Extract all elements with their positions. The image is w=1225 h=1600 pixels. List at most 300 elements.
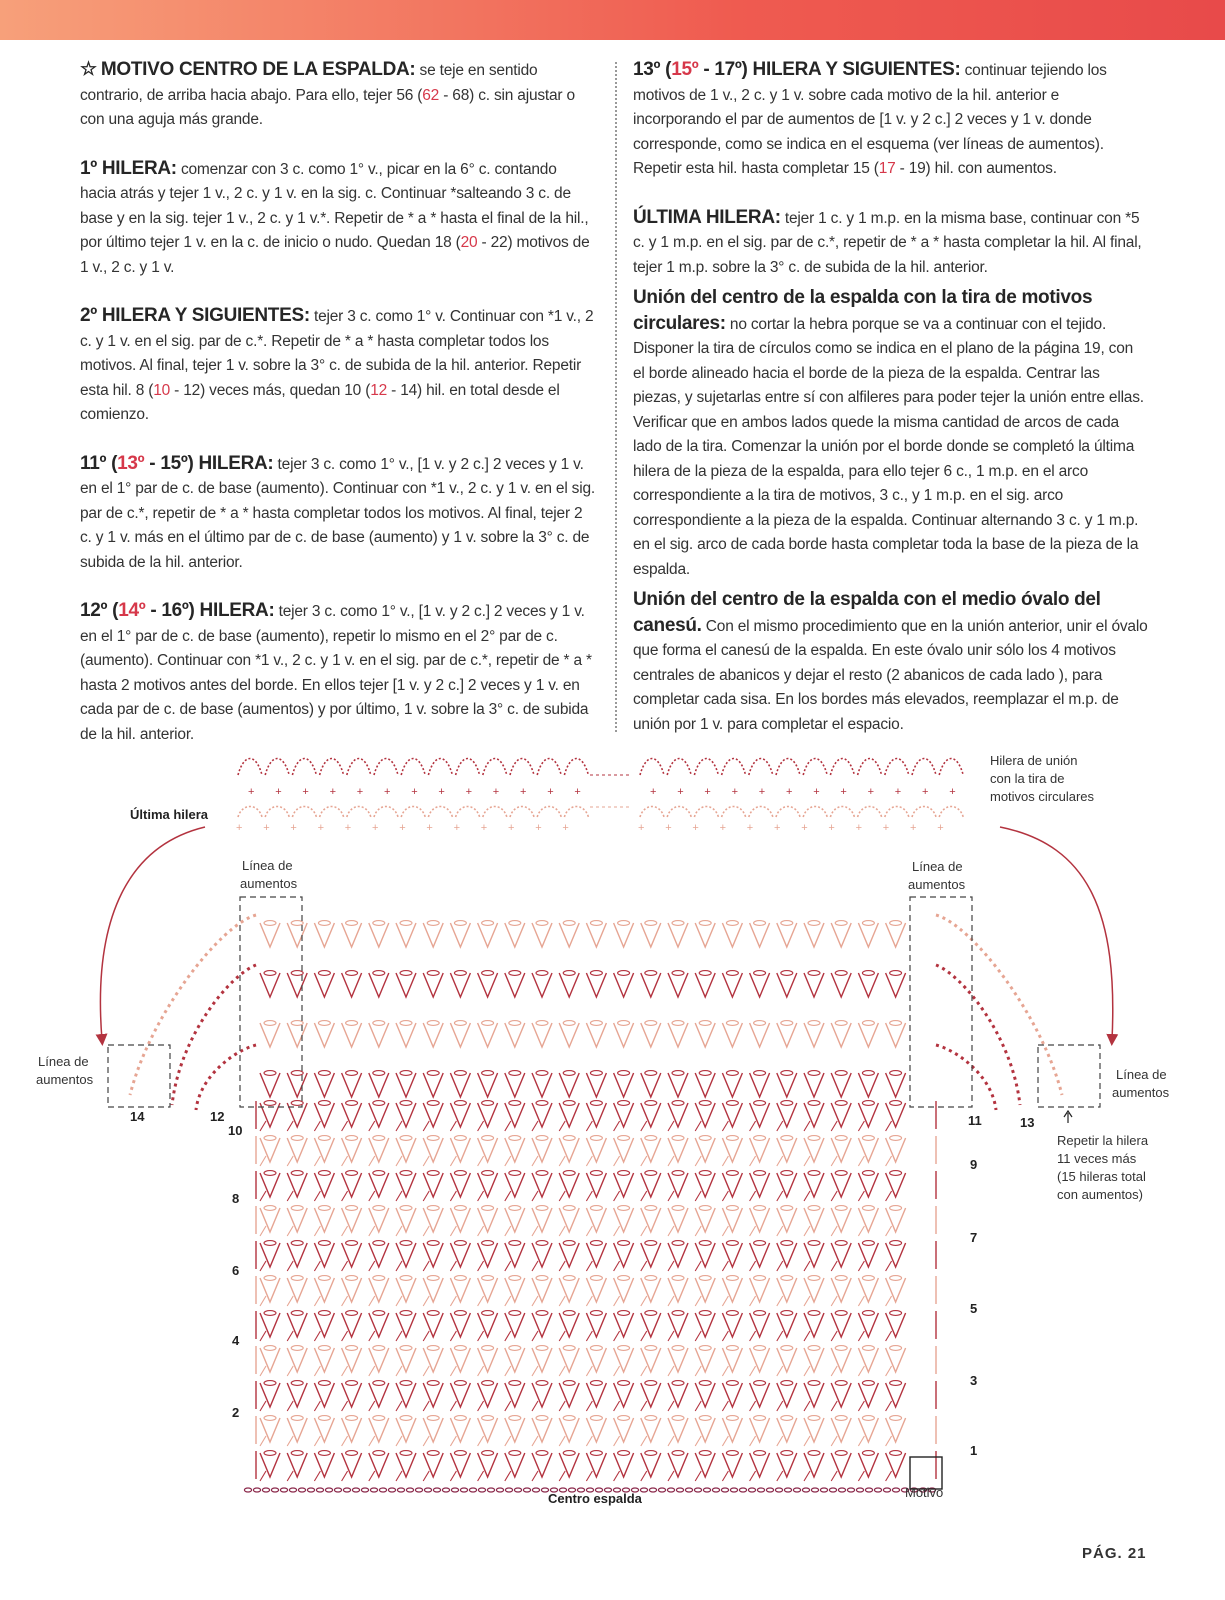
text: tejer 1 c. y 1 m.p. en la misma base, continuar con *5 c. y 1 m.p. en el sig. par de c.*, repetir de * a * hasta completar la hil. Al final, tejer 1 m.p. sobre la 3° c. de subida de la hil. anterior. (633, 209, 1142, 276)
v-stitch-motif (287, 1453, 307, 1477)
chain-stitch (856, 1488, 863, 1492)
union-arc (537, 759, 561, 776)
v-stitch-motif (777, 1418, 797, 1442)
v-stitch-motif (369, 1348, 389, 1372)
union-arc (722, 759, 746, 776)
heading-hilera-12: 12º (14º - 16º) HILERA: (80, 600, 275, 621)
v-stitch-motif (423, 1313, 443, 1337)
v-stitch-motif (505, 1313, 525, 1337)
v-stitch-motif (342, 1453, 362, 1477)
sc-symbol: + (719, 822, 727, 834)
v-stitch-motif (586, 1103, 606, 1127)
v-stitch-motif (750, 1208, 770, 1232)
last-row-arc (885, 807, 909, 818)
v-stitch-motif (532, 1313, 552, 1337)
last-row-arc (830, 807, 854, 818)
union-arc (912, 759, 936, 776)
v-stitch-motif (396, 1173, 416, 1197)
paragraph-motivo (80, 58, 595, 133)
chain-stitch (514, 1488, 521, 1492)
v-stitch-motif (532, 1348, 552, 1372)
v-stitch-motif (886, 1173, 906, 1197)
text: no cortar la hebra porque se va a continuar con el tejido. Disponer la tira de círculos como se indica en el plano de la página 19, con el borde alineado hacia el borde de la pieza de la espalda. Centrar las piezas, y sujetarlas entre sí con alfileres para poder tejer la unión entre ellas. Verificar que en ambos lados quede la misma cantidad de arcos de cada lado de la tira. Comenzar la unión por el borde donde se completó la última hilera de la pieza de la espalda, para ello tejer 6 c., 1 m.p. en el arco correspondiente a la tira de motivos, 3 c., y 1 m.p. en el sig. arco correspondiente a la pieza de la espalda. Continuar alternando 3 c. y 1 m.p. en el sig. arco de cada borde hasta completar toda la base de la pieza de la espalda. (633, 315, 1144, 578)
v-stitch-motif (886, 1103, 906, 1127)
v-stitch-motif (450, 1103, 470, 1127)
union-arc (456, 759, 480, 776)
chain-stitch (649, 1488, 656, 1492)
size-value: 62 (422, 86, 440, 104)
stitch-row (256, 1171, 936, 1201)
last-row-arc (749, 807, 773, 818)
sc-symbol: + (248, 786, 255, 798)
v-stitch-motif (342, 1138, 362, 1162)
sc-symbol: + (453, 822, 461, 834)
v-stitch-motif (858, 1278, 878, 1302)
chain-stitch (379, 1488, 386, 1492)
v-stitch-motif (396, 1243, 416, 1267)
row-number-11: 11 (968, 1113, 982, 1128)
v-stitch-motif (831, 1453, 851, 1477)
v-stitch-motif (505, 1278, 525, 1302)
v-stitch-motif (668, 1278, 688, 1302)
chain-stitch (847, 1488, 854, 1492)
v-stitch-motif (586, 1418, 606, 1442)
star-icon: ☆ (80, 59, 97, 80)
v-stitch-motif (559, 1278, 579, 1302)
v-stitch-motif (260, 1418, 280, 1442)
v-stitch-motif (478, 1383, 498, 1407)
v-stitch-motif (532, 1103, 552, 1127)
stitch-row (256, 1206, 936, 1236)
stitch-row (256, 1311, 936, 1341)
v-stitch-motif (314, 1348, 334, 1372)
sc-symbol: + (492, 786, 500, 798)
sc-symbol: + (704, 786, 711, 798)
stitch-row (256, 1381, 936, 1411)
chain-stitch (748, 1488, 755, 1492)
sc-symbol: + (650, 786, 657, 798)
sc-symbol: + (508, 822, 515, 834)
v-stitch-motif (586, 1138, 606, 1162)
chain-stitch (775, 1488, 782, 1492)
size-value: 17 (878, 160, 896, 177)
chain-stitch (316, 1488, 323, 1492)
chain-stitch (298, 1488, 305, 1492)
sc-symbol: + (329, 786, 337, 798)
sc-symbol: + (949, 786, 956, 798)
last-row-arc (564, 807, 588, 818)
v-stitch-motif (586, 1173, 606, 1197)
repeat-arrow-icon (1064, 1111, 1072, 1123)
chain-stitch (397, 1488, 404, 1492)
last-row-arc (238, 807, 262, 818)
v-stitch-motif (641, 1103, 661, 1127)
chain-stitch (343, 1488, 350, 1492)
v-stitch-motif (532, 1173, 552, 1197)
label-repetir-2: 11 veces más (1057, 1151, 1137, 1166)
v-stitch-motif (858, 1173, 878, 1197)
v-stitch-motif (886, 1278, 906, 1302)
paragraph-union-ovalo (633, 588, 1148, 737)
v-stitch-motif (369, 1138, 389, 1162)
sc-symbol: + (786, 786, 793, 798)
label-hilera-union-1: Hilera de unión (990, 753, 1078, 768)
union-arc (401, 759, 425, 776)
union-arc (265, 759, 289, 776)
v-stitch-motif (260, 1348, 280, 1372)
v-stitch-motif (532, 1278, 552, 1302)
v-stitch-motif (668, 1173, 688, 1197)
v-stitch-motif (750, 1348, 770, 1372)
v-stitch-motif (478, 1208, 498, 1232)
last-row-arc (537, 807, 561, 818)
top-color-bar (0, 0, 1225, 40)
v-stitch-motif (831, 1383, 851, 1407)
v-stitch-motif (369, 1453, 389, 1477)
chain-stitch (523, 1488, 530, 1492)
v-stitch-motif (532, 1418, 552, 1442)
v-stitch-motif (586, 1383, 606, 1407)
v-stitch-motif (831, 1208, 851, 1232)
chain-stitch (280, 1488, 287, 1492)
v-stitch-motif (450, 1348, 470, 1372)
v-stitch-motif (695, 1138, 715, 1162)
stitch-row (256, 1241, 936, 1271)
last-row-arc (912, 807, 936, 818)
v-stitch-motif (777, 1313, 797, 1337)
side-fan-curve (936, 965, 1020, 1105)
label-centro-espalda: Centro espalda (548, 1491, 642, 1506)
v-stitch-motif (559, 1383, 579, 1407)
v-stitch-motif (287, 1138, 307, 1162)
v-stitch-motif (831, 1103, 851, 1127)
v-stitch-motif (614, 1418, 634, 1442)
v-stitch-motif (342, 1313, 362, 1337)
v-stitch-motif (750, 1383, 770, 1407)
chain-stitch (415, 1488, 422, 1492)
v-stitch-motif (804, 1453, 824, 1477)
chain-stitch (361, 1488, 368, 1492)
v-stitch-motif (396, 1383, 416, 1407)
stitch-row (256, 1101, 936, 1131)
increase-box-right-inner (910, 897, 972, 1107)
label-linea-aumentos-left-2: aumentos (36, 1072, 94, 1087)
v-stitch-motif (722, 1348, 742, 1372)
v-stitch-motif (505, 1138, 525, 1162)
v-stitch-motif (532, 1453, 552, 1477)
chain-stitch (505, 1488, 512, 1492)
v-stitch-motif (478, 1173, 498, 1197)
v-stitch-motif (450, 1418, 470, 1442)
sc-symbol: + (290, 822, 297, 834)
chain-stitch (766, 1488, 773, 1492)
last-row-arc (640, 807, 664, 818)
v-stitch-motif (668, 1103, 688, 1127)
v-stitch-motif (369, 1208, 389, 1232)
v-stitch-motif (722, 1418, 742, 1442)
chain-stitch (802, 1488, 809, 1492)
v-stitch-motif (804, 1383, 824, 1407)
sc-symbol: + (399, 822, 406, 834)
last-row-arc (401, 807, 425, 818)
chain-stitch (694, 1488, 701, 1492)
text: tejer 3 c. como 1° v. Continuar con *1 v., 2 c. y 1 v. en el sig. par de c.*. Repetir de * a * hasta completar todos los motivos. Al final, tejer 1 v. sobre la 3° c. de subida de la hil. anterior. Repetir esta hil. 8 ( (80, 308, 594, 399)
v-stitch-motif (750, 1278, 770, 1302)
v-stitch-motif (342, 1278, 362, 1302)
v-stitch-motif (396, 1348, 416, 1372)
v-stitch-motif (505, 1208, 525, 1232)
heading-hilera-13: 13º (15º - 17º) HILERA Y SIGUIENTES: (633, 59, 961, 80)
v-stitch-motif (750, 1243, 770, 1267)
v-stitch-motif (858, 1383, 878, 1407)
chain-stitch (712, 1488, 719, 1492)
v-stitch-motif (614, 1243, 634, 1267)
heading-hilera-2: 2º HILERA Y SIGUIENTES: (80, 305, 310, 326)
v-stitch-motif (369, 1313, 389, 1337)
v-stitch-motif (369, 1278, 389, 1302)
v-stitch-motif (314, 1418, 334, 1442)
crochet-chart (0, 745, 1225, 1545)
v-stitch-motif (342, 1243, 362, 1267)
v-stitch-motif (450, 1383, 470, 1407)
chain-stitch (811, 1488, 818, 1492)
v-stitch-motif (695, 1383, 715, 1407)
v-stitch-motif (668, 1348, 688, 1372)
sc-symbol: + (411, 786, 418, 798)
sc-symbol: + (317, 822, 325, 834)
chain-stitch (793, 1488, 800, 1492)
label-hilera-union-2: con la tira de (990, 771, 1065, 786)
heading-union-ovalo: Unión del centro de la espalda con el medio óvalo del canesú. (633, 589, 1101, 636)
v-stitch-motif (342, 1208, 362, 1232)
row-number-3: 3 (970, 1373, 978, 1388)
v-stitch-motif (695, 1103, 715, 1127)
v-stitch-motif (831, 1418, 851, 1442)
last-row-arc (694, 807, 718, 818)
stitch-row (256, 1276, 936, 1306)
size-value: 10 (153, 381, 171, 399)
sc-symbol: + (384, 786, 391, 798)
text: - 12) veces más, quedan 10 ( (170, 381, 371, 399)
v-stitch-motif (722, 1243, 742, 1267)
sc-symbol: + (275, 786, 282, 798)
v-stitch-motif (722, 1313, 742, 1337)
row-number-12: 12 (210, 1109, 225, 1124)
last-row-arc (939, 807, 963, 818)
v-stitch-motif (858, 1313, 878, 1337)
v-stitch-motif (614, 1103, 634, 1127)
text: - 68) c. sin ajustar o con una aguja más grande. (80, 86, 575, 128)
v-stitch-motif (777, 1278, 797, 1302)
v-stitch-motif (804, 1173, 824, 1197)
stitch-row (256, 1451, 936, 1481)
sc-symbol: + (344, 822, 352, 834)
v-stitch-motif (314, 1453, 334, 1477)
chain-stitch (271, 1488, 278, 1492)
sc-symbol: + (867, 786, 875, 798)
v-stitch-motif (586, 1243, 606, 1267)
sc-symbol: + (356, 786, 364, 798)
v-stitch-motif (804, 1208, 824, 1232)
v-stitch-motif (423, 1103, 443, 1127)
v-stitch-motif (668, 1453, 688, 1477)
v-stitch-motif (342, 1103, 362, 1127)
sc-symbol: + (665, 822, 672, 834)
v-stitch-motif (886, 1348, 906, 1372)
sc-symbol: + (465, 786, 473, 798)
heading-union-tira: Unión del centro de la espalda con la tira de motivos circulares: (633, 287, 1093, 334)
v-stitch-motif (695, 1418, 715, 1442)
v-stitch-motif (423, 1453, 443, 1477)
label-hilera-union-3: motivos circulares (990, 789, 1095, 804)
v-stitch-motif (858, 1138, 878, 1162)
v-stitch-motif (886, 1313, 906, 1337)
v-stitch-motif (858, 1103, 878, 1127)
last-row-arc (858, 807, 882, 818)
chain-stitch (667, 1488, 674, 1492)
union-arc (292, 759, 316, 776)
v-stitch-motif (804, 1138, 824, 1162)
sc-symbol: + (882, 822, 890, 834)
arrow-right (1000, 827, 1113, 1040)
yoke-row (260, 1021, 906, 1047)
v-stitch-motif (396, 1418, 416, 1442)
v-stitch-motif (586, 1453, 606, 1477)
v-stitch-motif (559, 1348, 579, 1372)
last-row-arc (428, 807, 452, 818)
v-stitch-motif (641, 1313, 661, 1337)
sc-symbol: + (692, 822, 699, 834)
chain-stitch (730, 1488, 737, 1492)
v-stitch-motif (505, 1173, 525, 1197)
v-stitch-motif (777, 1208, 797, 1232)
chain-stitch (721, 1488, 728, 1492)
sc-symbol: + (547, 786, 554, 798)
side-fan-curve (130, 915, 256, 1095)
v-stitch-motif (831, 1278, 851, 1302)
sc-symbol: + (910, 822, 917, 834)
v-stitch-motif (614, 1453, 634, 1477)
chain-stitch (244, 1488, 251, 1492)
v-stitch-motif (831, 1348, 851, 1372)
v-stitch-motif (722, 1103, 742, 1127)
v-stitch-motif (777, 1103, 797, 1127)
chain-stitch (892, 1488, 899, 1492)
row-number-7: 7 (970, 1230, 978, 1245)
v-stitch-motif (559, 1103, 579, 1127)
v-stitch-motif (858, 1348, 878, 1372)
last-row-arc (722, 807, 746, 818)
sc-symbol: + (677, 786, 684, 798)
v-stitch-motif (641, 1418, 661, 1442)
v-stitch-motif (804, 1243, 824, 1267)
v-stitch-motif (614, 1173, 634, 1197)
chain-stitch (874, 1488, 881, 1492)
sc-symbol: + (801, 822, 808, 834)
text: Con el mismo procedimiento que en la unión anterior, unir el óvalo que forma el canesú de la espalda. En este óvalo unir sólo los 4 motivos centrales de abanicos y dejar el resto (2 abanicos de cada lado ), para completar cada sisa. En los bordes más elevados, reemplazar el m.p. de unión por 1 v. para completar el espacio. (633, 617, 1148, 733)
row-number-10: 10 (228, 1123, 243, 1138)
heading-ultima-hilera: ÚLTIMA HILERA: (633, 206, 781, 228)
row-number-1: 1 (970, 1443, 978, 1458)
text: continuar tejiendo los motivos de 1 v., 2 c. y 1 v. sobre cada motivo de la hil. anterior e incorporando el par de aumentos de [1 v. y 2 c.] 2 veces y 1 v. donde corresponde, como se indica en el esquema (ver líneas de aumentos). Repetir esta hil. hasta completar 15 ( (633, 62, 1107, 177)
row-number-8: 8 (232, 1191, 240, 1206)
v-stitch-motif (777, 1138, 797, 1162)
v-stitch-motif (695, 1173, 715, 1197)
union-arc (803, 759, 827, 776)
union-arc (428, 759, 452, 776)
sc-symbol: + (480, 822, 488, 834)
v-stitch-motif (478, 1103, 498, 1127)
v-stitch-motif (314, 1383, 334, 1407)
paragraph-ultima-hilera (633, 206, 1148, 281)
v-stitch-motif (260, 1278, 280, 1302)
sc-symbol: + (774, 822, 781, 834)
text: - 22) motivos de 1 v., 2 c. y 1 v. (80, 234, 590, 276)
v-stitch-motif (722, 1453, 742, 1477)
v-stitch-motif (423, 1418, 443, 1442)
v-stitch-motif (831, 1313, 851, 1337)
v-stitch-motif (695, 1348, 715, 1372)
chain-stitch (685, 1488, 692, 1492)
sc-symbol: + (828, 822, 835, 834)
v-stitch-motif (804, 1278, 824, 1302)
v-stitch-motif (777, 1383, 797, 1407)
v-stitch-motif (314, 1313, 334, 1337)
chain-stitch (739, 1488, 746, 1492)
v-stitch-motif (559, 1208, 579, 1232)
chain-stitch (442, 1488, 449, 1492)
union-arc (830, 759, 854, 776)
v-stitch-motif (423, 1208, 443, 1232)
v-stitch-motif (614, 1313, 634, 1337)
v-stitch-motif (586, 1313, 606, 1337)
v-stitch-motif (614, 1138, 634, 1162)
union-arc (694, 759, 718, 776)
text: tejer 3 c. como 1° v., [1 v. y 2 c.] 2 veces y 1 v. en el 1° par de c. de base (aumento). Continuar con *1 v., 2 c. y 1 v. en el sig. par de c.*, repetir de * a * hasta completar todos los motivos. Al final, tejer 2 c. y 1 v. más en el último par de c. de base (aumento) y 1 v. sobre la 3° c. de subida de la hil. anterior. (80, 455, 595, 571)
v-stitch-motif (450, 1173, 470, 1197)
v-stitch-motif (450, 1313, 470, 1337)
v-stitch-motif (369, 1173, 389, 1197)
v-stitch-motif (532, 1208, 552, 1232)
v-stitch-motif (396, 1138, 416, 1162)
v-stitch-motif (505, 1348, 525, 1372)
side-fan-curve (936, 915, 1062, 1095)
text: se teje en sentido contrario, de arriba hacia abajo. Para ello, tejer 56 ( (80, 62, 538, 104)
chain-stitch (460, 1488, 467, 1492)
v-stitch-motif (450, 1278, 470, 1302)
v-stitch-motif (559, 1313, 579, 1337)
v-stitch-motif (505, 1103, 525, 1127)
label-motivo: Motivo (905, 1485, 944, 1500)
column-divider (615, 62, 617, 732)
chain-stitch (451, 1488, 458, 1492)
v-stitch-motif (722, 1383, 742, 1407)
size-value: 20 (460, 234, 478, 251)
paragraph-union-tira (633, 286, 1148, 582)
v-stitch-motif (722, 1278, 742, 1302)
sc-symbol: + (746, 822, 754, 834)
yoke-row (260, 921, 906, 947)
v-stitch-motif (423, 1383, 443, 1407)
chain-stitch (406, 1488, 413, 1492)
heading-hilera-1: 1º HILERA: (80, 157, 177, 179)
v-stitch-motif (260, 1173, 280, 1197)
v-stitch-motif (287, 1208, 307, 1232)
row-number-9: 9 (970, 1157, 978, 1172)
text: tejer 3 c. como 1° v., [1 v. y 2 c.] 2 veces y 1 v. en el 1° par de c. de base (aumento), repetir lo mismo en el 2° par de c. (aumento). Continuar con *1 v., 2 c. y 1 v. en el sig. par de c.*, repetir de * a * hasta 2 motivos antes del borde. En ellos tejer [1 v. y 2 c.] 2 veces y 1 v. en cada par de c. de base (aumentos) y por último, 1 v. sobre la 3° c. de subida de la hil. anterior. (80, 603, 592, 743)
sc-symbol: + (574, 786, 581, 798)
v-stitch-motif (260, 1383, 280, 1407)
